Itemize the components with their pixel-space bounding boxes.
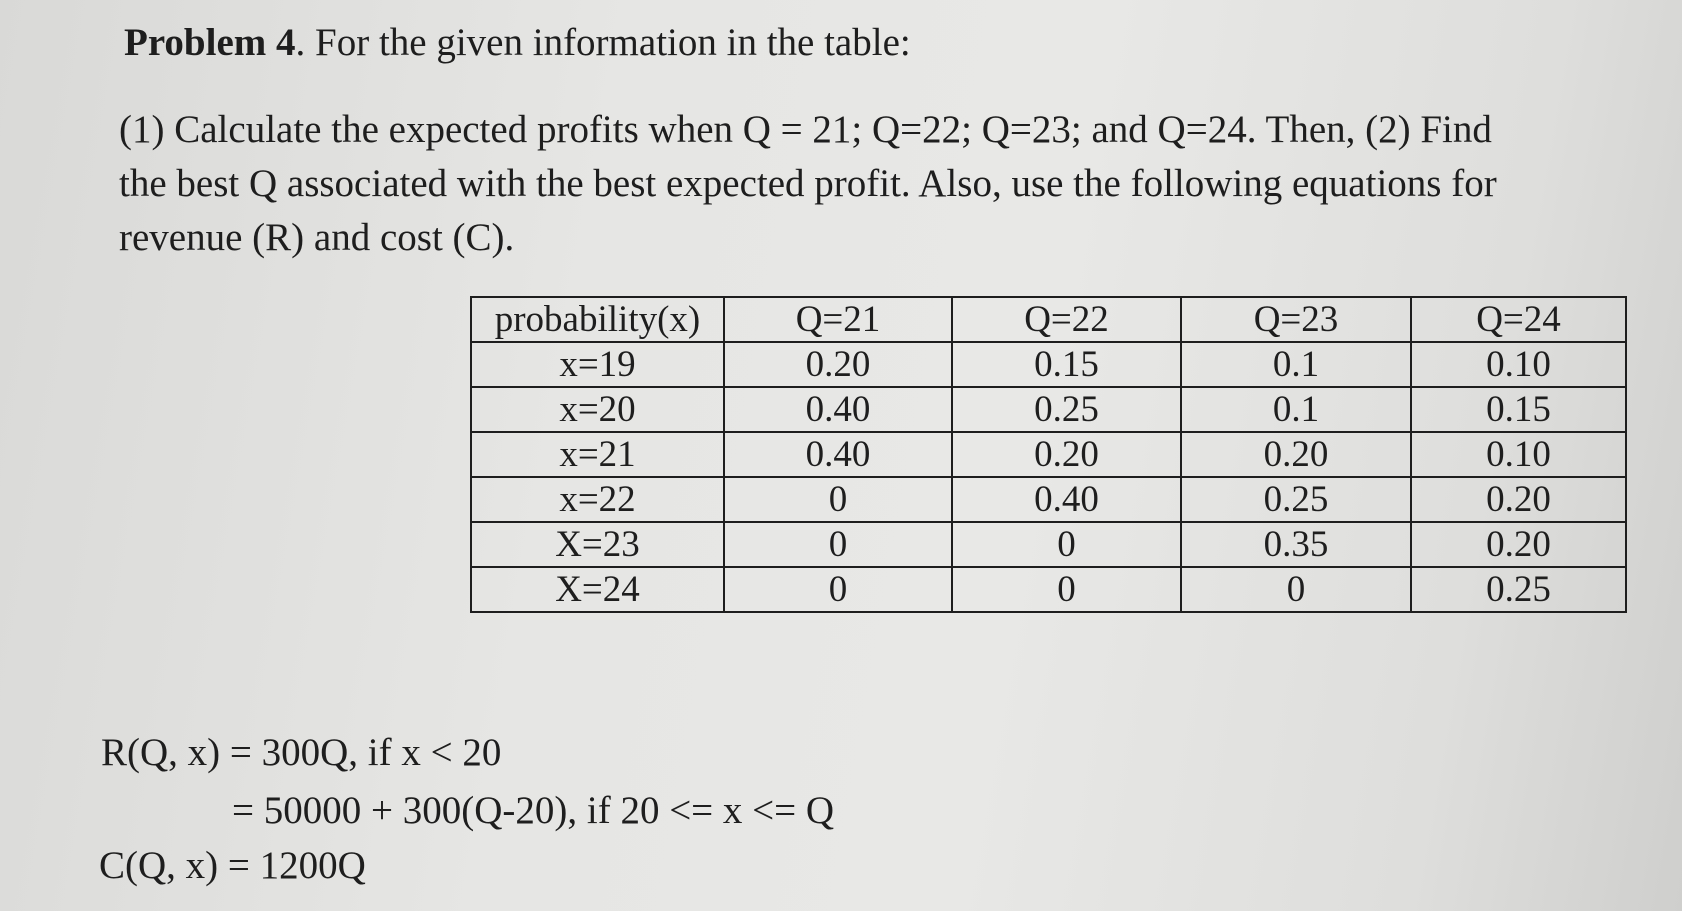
table-header-cell: Q=23: [1181, 297, 1411, 342]
table-cell: 0: [952, 567, 1181, 612]
table-row: [471, 567, 1626, 612]
table-cell: 0.40: [952, 477, 1181, 522]
table-header-cell: Q=24: [1411, 297, 1626, 342]
table-cell: 0: [724, 477, 952, 522]
table-cell: 0.35: [1181, 522, 1411, 567]
table-row: [471, 342, 1626, 387]
table-cell: 0: [724, 522, 952, 567]
table-header-cell: probability(x): [471, 297, 724, 342]
probability-table: [470, 296, 1627, 613]
table-cell: x=22: [471, 477, 724, 522]
table-cell: 0.25: [1411, 567, 1626, 612]
table-cell: x=21: [471, 432, 724, 477]
table-header-cell: Q=21: [724, 297, 952, 342]
cost-equation: C(Q, x) = 1200Q: [99, 844, 366, 887]
table-row: [471, 522, 1626, 567]
table-cell: 0.40: [724, 387, 952, 432]
table-cell: X=23: [471, 522, 724, 567]
table-row: [471, 387, 1626, 432]
table-cell: 0.25: [952, 387, 1181, 432]
table-cell: 0.25: [1181, 477, 1411, 522]
table-cell: 0.20: [1411, 477, 1626, 522]
table-cell: x=19: [471, 342, 724, 387]
table-cell: 0.15: [952, 342, 1181, 387]
table-cell: 0.1: [1181, 342, 1411, 387]
table-cell: 0.20: [1411, 522, 1626, 567]
instruction-line-1: (1) Calculate the expected profits when Q = 21; Q=22; Q=23; and Q=24. Then, (2) Find: [119, 108, 1492, 151]
table-cell: 0.15: [1411, 387, 1626, 432]
table-cell: 0: [1181, 567, 1411, 612]
table-cell: 0: [952, 522, 1181, 567]
table-cell: x=20: [471, 387, 724, 432]
instruction-line-2: the best Q associated with the best expected profit. Also, use the following equations for: [119, 162, 1497, 205]
problem-instructions: [119, 103, 1619, 265]
table-cell: 0.1: [1181, 387, 1411, 432]
problem-heading: [124, 20, 911, 66]
table-cell: X=24: [471, 567, 724, 612]
table-cell: 0.10: [1411, 432, 1626, 477]
table-cell: 0.10: [1411, 342, 1626, 387]
problem-label: Problem 4: [124, 21, 296, 64]
table-cell: 0.20: [724, 342, 952, 387]
instruction-line-3: revenue (R) and cost (C).: [119, 216, 515, 259]
table-cell: 0.40: [724, 432, 952, 477]
table-cell: 0: [724, 567, 952, 612]
revenue-equation-2: = 50000 + 300(Q-20), if 20 <= x <= Q: [232, 789, 835, 832]
revenue-equation-1: R(Q, x) = 300Q, if x < 20: [101, 731, 502, 774]
table-row: [471, 432, 1626, 477]
table-cell: 0.20: [952, 432, 1181, 477]
problem-title: . For the given information in the table:: [295, 21, 911, 64]
table-header-row: [471, 297, 1626, 342]
table-header-cell: Q=22: [952, 297, 1181, 342]
table-row: [471, 477, 1626, 522]
table-cell: 0.20: [1181, 432, 1411, 477]
